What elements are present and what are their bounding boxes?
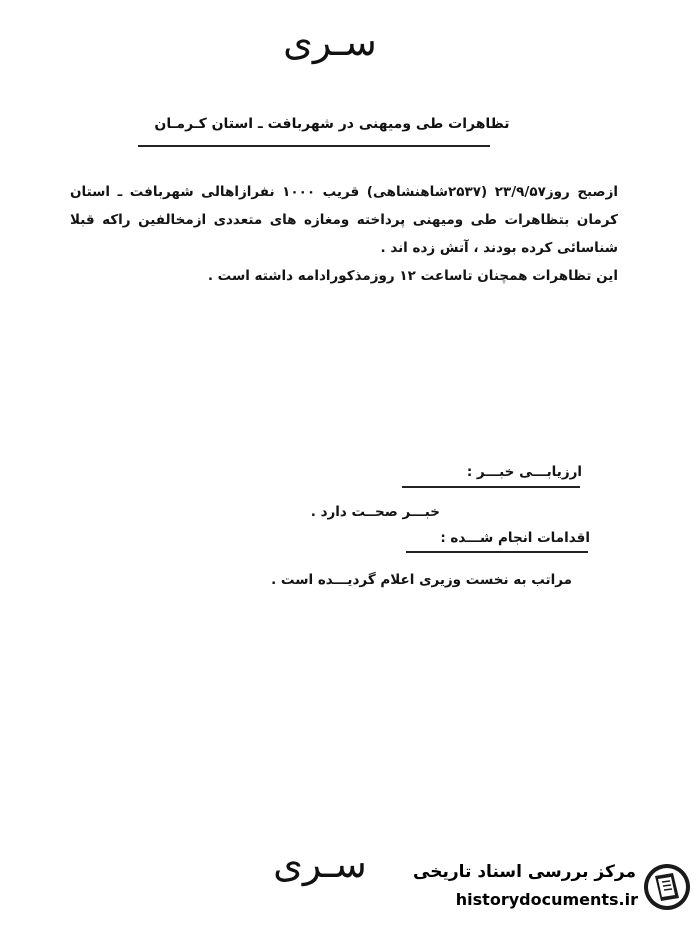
classification-header: سـری: [283, 20, 377, 64]
watermark-title: مرکز بررسی اسناد تاریخی: [413, 862, 636, 882]
body-paragraph-1: ازصبح روز۲۳/۹/۵۷ (۲۵۳۷شاهنشاهی) قریب ۱۰۰۰ نفرازاهالی شهربافت ـ استان کرمان بتظاهرات طی ومیهنی پرداخته ومغازه های متعددی ازمخالفین راکه قبلا شناسائی کرده بودند ، آتش زده اند .: [70, 184, 618, 256]
actions-label: اقدامات انجام شـــده :: [440, 530, 590, 546]
body-paragraph-2: این تظاهرات همچنان تاساعت ۱۲ روزمذکورادامه داشته است .: [207, 268, 618, 284]
document-center-logo-icon: [642, 862, 692, 912]
assessment-label: ارزیابـــی خبـــر :: [466, 464, 582, 480]
document-body: [70, 178, 618, 290]
watermark-url[interactable]: historydocuments.ir: [455, 890, 638, 909]
actions-underline: [406, 551, 588, 553]
document-subject: تظاهرات طی ومیهنی در شهربافت ـ استان کـرمـان: [154, 116, 510, 132]
subject-underline: [138, 145, 490, 147]
actions-value: مراتب به نخست وزیری اعلام گردیـــده است .: [271, 572, 572, 588]
classification-footer: سـری: [273, 842, 367, 886]
assessment-underline: [402, 486, 580, 488]
assessment-value: خبـــر صحــت دارد .: [310, 504, 440, 520]
watermark: [412, 858, 694, 918]
